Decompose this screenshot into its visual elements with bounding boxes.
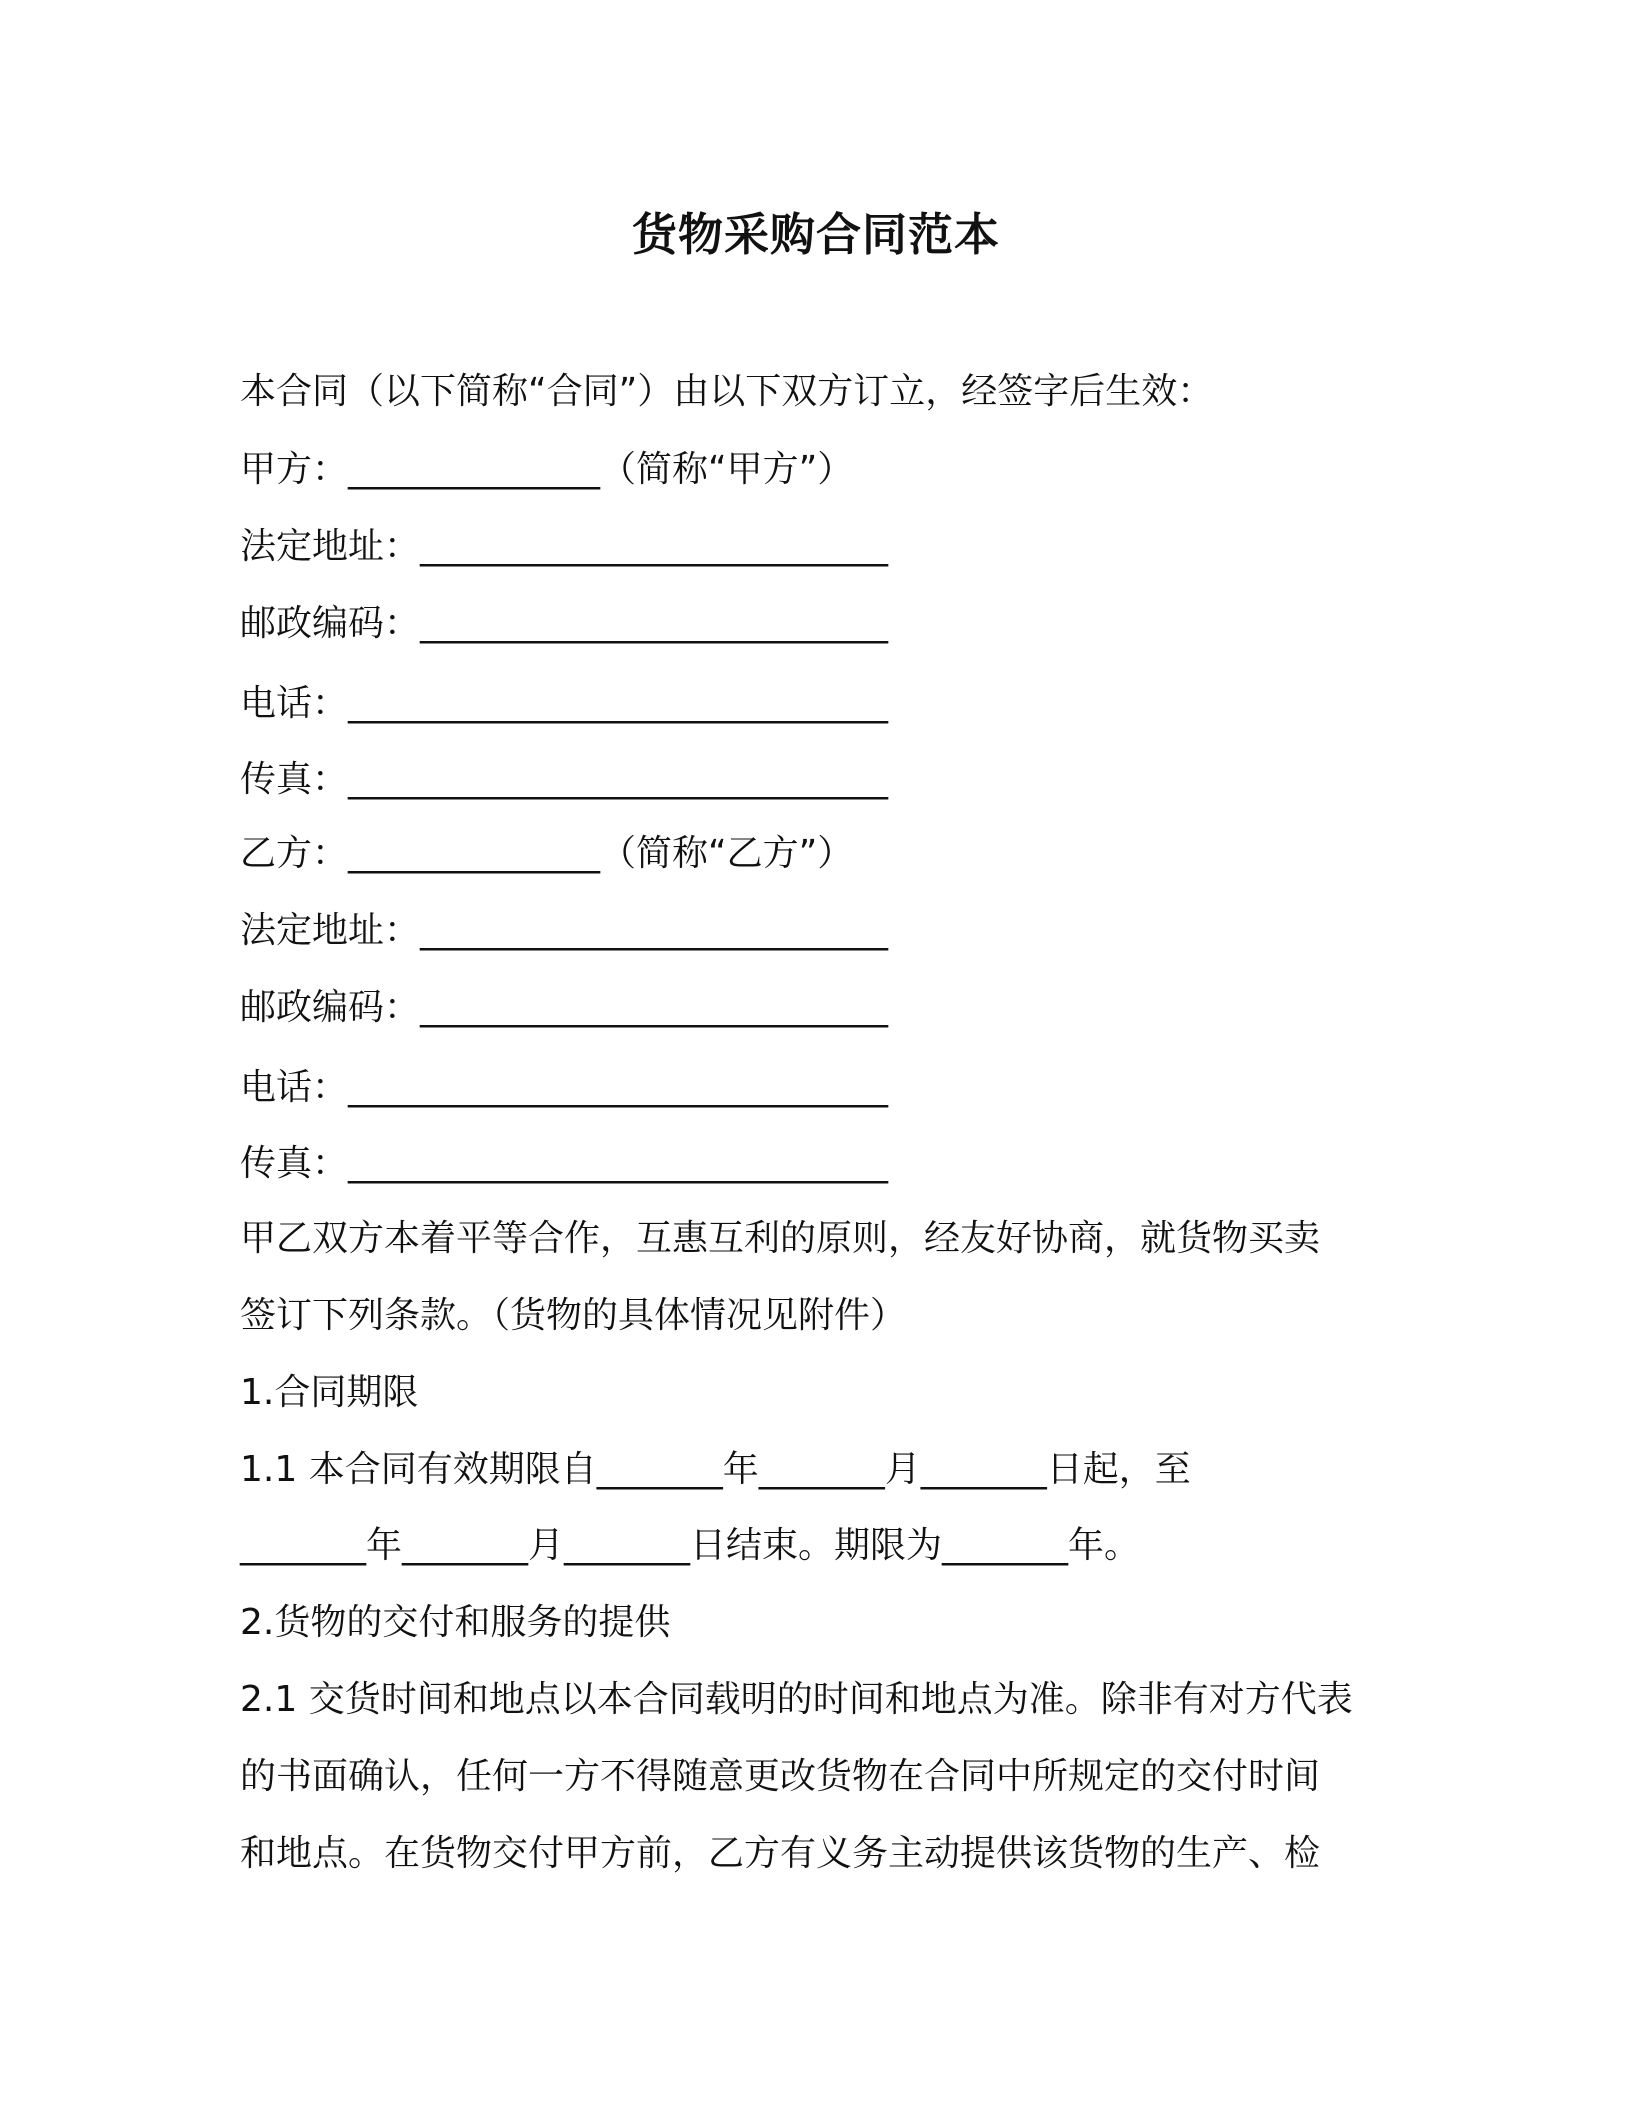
section-1-heading: 1.合同期限 <box>240 1372 419 1413</box>
party-a-fax-field: 传真：______________________________ <box>240 759 889 800</box>
party-b-postcode-field: 邮政编码：__________________________ <box>240 987 889 1028</box>
section-2-heading: 2.货物的交付和服务的提供 <box>240 1602 671 1643</box>
party-b-name-field: 乙方：______________（简称“乙方”） <box>240 833 854 874</box>
document-title: 货物采购合同范本 <box>631 208 1000 261</box>
clause-1-1-line-2: _______年_______月_______日结束。期限为_______年。 <box>240 1525 1141 1566</box>
preamble-line-2: 签订下列条款。（货物的具体情况见附件） <box>240 1295 907 1336</box>
party-a-postcode-field: 邮政编码：__________________________ <box>240 603 889 644</box>
party-a-name-field: 甲方：______________（简称“甲方”） <box>240 449 854 490</box>
clause-2-1-line-1: 2.1 交货时间和地点以本合同载明的时间和地点为准。除非有对方代表 <box>240 1679 1353 1720</box>
preamble-line-1: 甲乙双方本着平等合作，互惠互利的原则，经友好协商，就货物买卖 <box>240 1218 1321 1259</box>
party-b-phone-field: 电话：______________________________ <box>240 1067 889 1108</box>
intro-text: 本合同（以下简称“合同”）由以下双方订立，经签字后生效： <box>240 371 1214 412</box>
party-b-fax-field: 传真：______________________________ <box>240 1143 889 1184</box>
clause-2-1-line-2: 的书面确认，任何一方不得随意更改货物在合同中所规定的交付时间 <box>240 1756 1321 1797</box>
party-b-address-field: 法定地址：__________________________ <box>240 910 889 951</box>
clause-2-1-line-3: 和地点。在货物交付甲方前，乙方有义务主动提供该货物的生产、检 <box>240 1833 1321 1874</box>
party-a-phone-field: 电话：______________________________ <box>240 683 889 724</box>
clause-1-1-line-1: 1.1 本合同有效期限自_______年_______月_______日起，至 <box>240 1449 1191 1490</box>
party-a-address-field: 法定地址：__________________________ <box>240 526 889 567</box>
